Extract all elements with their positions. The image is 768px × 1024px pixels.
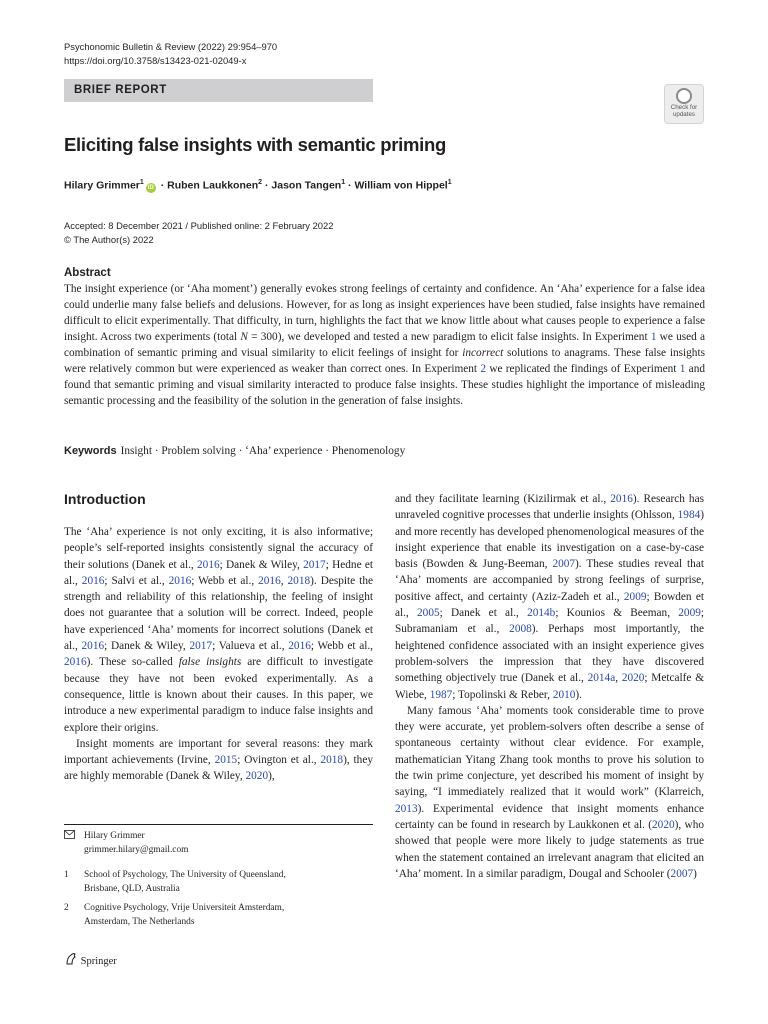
keywords bbox=[64, 445, 405, 457]
citation-link[interactable]: 2010 bbox=[552, 688, 576, 701]
keywords-heading: Keywords bbox=[64, 445, 117, 457]
citation-link[interactable]: 2016 bbox=[81, 640, 105, 653]
affiliation-mark: 1 bbox=[447, 179, 452, 186]
abstract-segment: and found that semantic priming and visual similarity interacted to produce false insights. These studies highlight the importance of misleading semantic processing and the feasibility of the solution in the generation of false insights. bbox=[64, 363, 705, 407]
citation-link[interactable]: 2014b bbox=[527, 607, 556, 620]
author-name[interactable]: Ruben Laukkonen bbox=[167, 179, 259, 192]
citation-link[interactable]: 2016 bbox=[168, 574, 192, 587]
paragraph: Many famous ‘Aha’ moments took considerable time to prove they were accurate, yet problem-solvers often describe a sense of spontaneous certainty without clear evidence. For example, mathematician Yitang Zhang took months to prove his solution to the twin prime conjecture, yet described his moment of insight by saying, “I immediately realized that it would work” (Klarreich, 2013). Experimental evidence that insight moments enhance certainty can be found in research by Laukkonen et al. (2020), who showed that people were more likely to judge statements as true when the statement contained an irrelevant anagram that elicited an ‘Aha’ moment. In a similar paradigm, Dougal and Schooler (2007) bbox=[395, 704, 705, 880]
body-column-right bbox=[395, 491, 704, 882]
citation-link[interactable]: 2009 bbox=[623, 590, 647, 603]
author-name[interactable]: William von Hippel bbox=[354, 179, 448, 192]
check-updates-label-1: Check for bbox=[670, 104, 698, 111]
experiment-1-link[interactable]: 1 bbox=[650, 331, 657, 343]
experiment-2-link[interactable]: 2 bbox=[480, 363, 487, 375]
check-updates-label-2: updates bbox=[672, 110, 696, 118]
contact-email[interactable]: grimmer.hilary@gmail.com bbox=[84, 844, 189, 855]
journal-info bbox=[64, 40, 277, 68]
footnote-divider bbox=[64, 824, 373, 825]
emphasis: false insights bbox=[178, 656, 242, 669]
citation-link[interactable]: 2016 bbox=[610, 493, 633, 505]
abstract-text bbox=[64, 281, 705, 409]
published-date: / Published online: 2 February 2022 bbox=[182, 220, 334, 231]
orcid-icon[interactable]: iD bbox=[147, 184, 154, 191]
citation-link[interactable]: 2018 bbox=[287, 574, 311, 587]
citation-link[interactable]: 2016 bbox=[197, 558, 220, 571]
citation-link[interactable]: 1984 bbox=[677, 509, 701, 522]
author-name[interactable]: Hilary Grimmer bbox=[64, 179, 140, 192]
doi-link[interactable]: https://doi.org/10.3758/s13423-021-02049-x bbox=[64, 55, 247, 66]
author-list bbox=[64, 179, 452, 193]
publisher-footer bbox=[64, 952, 117, 967]
affiliation-number: 2 bbox=[64, 903, 69, 913]
citation-link[interactable]: 2017 bbox=[189, 640, 213, 653]
keywords-list: Insight · Problem solving · ‘Aha’ experience · Phenomenology bbox=[120, 445, 406, 457]
citation-link[interactable]: 2007 bbox=[670, 867, 694, 880]
affiliation-line: Amsterdam, The Netherlands bbox=[84, 916, 195, 927]
contact-name: Hilary Grimmer bbox=[84, 831, 145, 841]
citation-link[interactable]: 2018 bbox=[320, 754, 344, 767]
introduction-heading: Introduction bbox=[64, 491, 146, 507]
citation-link[interactable]: 2016 bbox=[81, 574, 105, 587]
citation-link[interactable]: 2013 bbox=[395, 802, 418, 815]
citation-link[interactable]: 2016 bbox=[258, 574, 281, 587]
citation-link[interactable]: 2017 bbox=[303, 558, 326, 571]
citation-link[interactable]: 2014a bbox=[587, 672, 616, 685]
citation-link[interactable]: 2020 bbox=[245, 770, 269, 783]
citation-link[interactable]: 2015 bbox=[214, 754, 238, 767]
citation-link[interactable]: 2005 bbox=[417, 607, 440, 620]
body-column-left bbox=[64, 524, 373, 785]
affiliation-mark: 1 bbox=[341, 179, 346, 186]
abstract-n-symbol: N bbox=[240, 331, 248, 343]
paragraph: Insight moments are important for several reasons: they mark important achievements (Irvine, 2015; Ovington et al., 2018), they are highly memorable (Danek & Wiley, 2020), bbox=[64, 737, 373, 783]
author-separator: · bbox=[157, 179, 168, 192]
article-type-bar: BRIEF REPORT bbox=[64, 79, 373, 102]
abstract-segment: we replicated the findings of Experiment bbox=[486, 363, 680, 375]
affiliation-mark: 1 bbox=[139, 179, 144, 186]
paragraph: The ‘Aha’ experience is not only exciting, it is also informative; people’s self-reported insights consistently signal the accuracy of their solutions (Danek et al., 2016; Danek & Wiley, 2017; Hedne et al., 2016; Salvi et al., 2016; Webb et al., 2016, 2018). Despite the strength and reliability of this relationship, the feeling of insight does not guarantee that a solution will be correct. Indeed, people have experienced ‘Aha’ moments for incorrect solutions (Danek et al., 2016; Danek & Wiley, 2017; Valueva et al., 2016; Webb et al., 2016). These so-called false insights are difficult to investigate because they have not been evoked experimentally. As a consequence, little is known about their causes. In this paper, we introduce a new experimental paradigm to induce false insights and explore their origins. bbox=[64, 526, 373, 734]
check-updates-icon bbox=[676, 88, 692, 104]
citation-link[interactable]: 1987 bbox=[429, 688, 453, 701]
paragraph: and they facilitate learning (Kizilirmak et al., 2016). Research has unraveled cognitive processes that underlie insights (Ohlsson, 1984) and more recently has developed phenomenological measures of the insight experience that enable its investigation on a case-by-case basis (Bowden & Jung-Beeman, 2007). These studies reveal that ‘Aha’ moments are accompanied by strong feelings of surprise, positive affect, and certainty (Aziz-Zadeh et al., 2009; Bowden et al., 2005; Danek et al., 2014b; Kounios & Beeman, 2009; Subramaniam et al., 2008). Perhaps most importantly, the heightened confidence associated with an insight experience gives problem-solvers the impression that they have discovered something objectively true (Danek et al., 2014a, 2020; Metcalfe & Wiebe, 1987; Topolinski & Reber, 2010). bbox=[395, 493, 704, 701]
affiliation-line: Cognitive Psychology, Vrije Universiteit Amsterdam, bbox=[84, 903, 285, 913]
citation-link[interactable]: 2007 bbox=[552, 558, 576, 571]
abstract-segment: = 300), we developed and tested a new paradigm to elicit false insights. In Experiment bbox=[247, 331, 651, 343]
affiliation-number: 1 bbox=[64, 870, 69, 880]
affiliation-mark: 2 bbox=[258, 179, 263, 186]
springer-horse-icon bbox=[64, 956, 81, 967]
journal-citation: Psychonomic Bulletin & Review (2022) 29:954–970 bbox=[64, 41, 278, 52]
abstract-emphasis: incorrect bbox=[462, 347, 504, 359]
citation-link[interactable]: 2009 bbox=[678, 607, 701, 620]
check-for-updates-button[interactable] bbox=[664, 84, 704, 124]
citation-link[interactable]: 2008 bbox=[509, 623, 532, 636]
author-name[interactable]: Jason Tangen bbox=[271, 179, 342, 192]
abstract-heading: Abstract bbox=[64, 267, 111, 279]
article-title: Eliciting false insights with semantic priming bbox=[64, 134, 446, 155]
article-dates bbox=[64, 219, 333, 246]
copyright-line: © The Author(s) 2022 bbox=[64, 233, 154, 245]
affiliation-line: School of Psychology, The University of Queensland, bbox=[84, 870, 286, 880]
experiment-1-link[interactable]: 1 bbox=[679, 363, 686, 375]
abstract-segment: we used a combination of semantic priming and visual similarity to elicit feelings of insight for bbox=[64, 331, 706, 359]
citation-link[interactable]: 2020 bbox=[652, 818, 675, 831]
author-separator: · bbox=[345, 179, 355, 192]
citation-link[interactable]: 2016 bbox=[64, 656, 87, 669]
abstract-segment: solutions to anagrams. These false insights were relatively common but were experienced as weaker than correct ones. In Experiment bbox=[64, 347, 705, 375]
accepted-date: Accepted: 8 December 2021 bbox=[64, 220, 183, 231]
citation-link[interactable]: 2016 bbox=[288, 640, 311, 653]
envelope-icon bbox=[64, 830, 75, 845]
publisher-name: Springer bbox=[80, 956, 117, 967]
affiliation-line: Brisbane, QLD, Australia bbox=[84, 883, 180, 894]
abstract-segment: The insight experience (or ‘Aha moment’) generally evokes strong feelings of certainty and confidence. An ‘Aha’ experience for a false idea could underlie many false beliefs and delusions. However, for as long as insight experiences have been studied, false insights have remained difficult to elicit experimentally. That difficulty, in turn, highlights the fact that we know little about what causes people to experience a false insight. Across two experiments (total bbox=[64, 283, 705, 343]
author-separator: · bbox=[262, 179, 272, 192]
citation-link[interactable]: 2020 bbox=[621, 672, 645, 685]
